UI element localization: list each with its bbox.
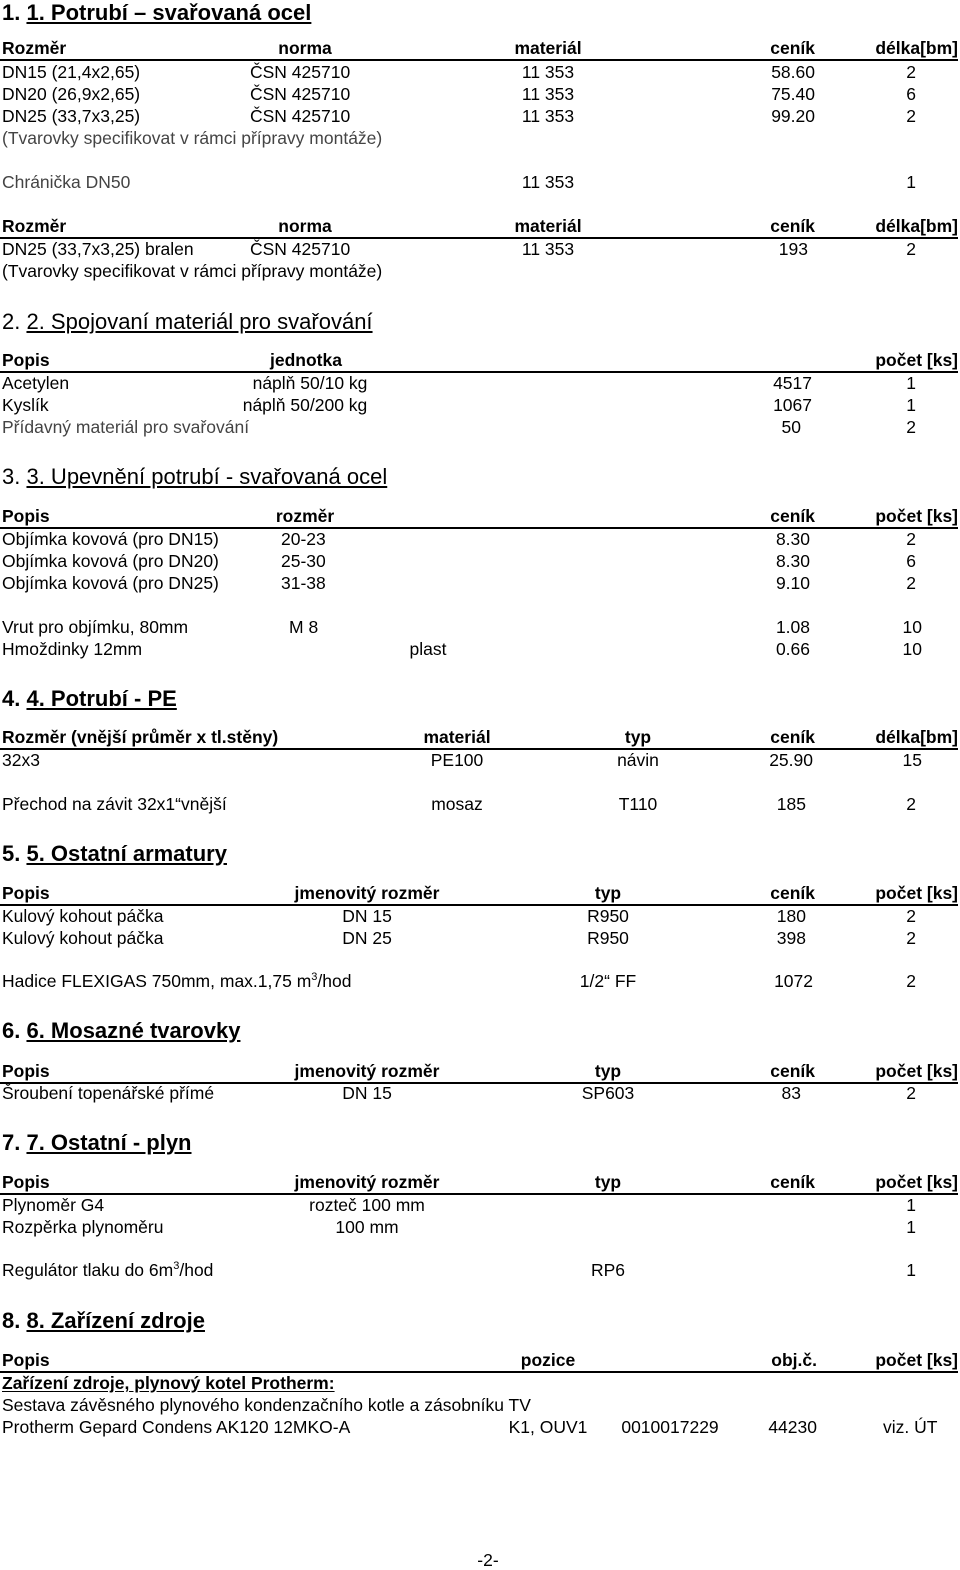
table-row-cell: 15 xyxy=(902,750,922,770)
section-4-title: 4. 4. Potrubí - PE xyxy=(2,686,177,711)
col-header-rozmer: Rozměr (vnější průměr x tl.stěny) xyxy=(2,727,279,747)
col-header-jednotka: jednotka xyxy=(270,350,342,370)
table-row-cell: 2 xyxy=(906,906,916,926)
table-row-cell: R950 xyxy=(587,928,629,948)
col-header-jmenovity-rozmer: jmenovitý rozměr xyxy=(294,1172,440,1192)
col-header-material: materiál xyxy=(514,38,582,58)
table-row-cell: DN 25 xyxy=(342,928,392,948)
table-row-cell: 2 xyxy=(906,928,916,948)
table-row-cell: mosaz xyxy=(431,794,483,814)
table-row-cell: viz. ÚT xyxy=(883,1417,938,1437)
col-header-typ: typ xyxy=(594,883,622,903)
table-row-cell: 0010017229 xyxy=(621,1417,719,1437)
table-row-cell: 11 353 xyxy=(521,106,575,126)
table-row-cell: 4517 xyxy=(773,373,812,393)
table-row-cell: Regulátor tlaku do $6m^3$/hod xyxy=(2,1260,214,1280)
col-header-cenik: ceník xyxy=(770,883,815,903)
table-row-cell: 99.20 xyxy=(771,106,815,126)
col-header-norma: norma xyxy=(278,38,332,58)
section-6-title: 6. 6. Mosazné tvarovky xyxy=(2,1018,241,1043)
table-row-cell: Šroubení topenářské přímé xyxy=(2,1083,215,1103)
table-row-cell: Objímka kovová (pro DN20) xyxy=(2,551,219,571)
table-row-cell: 83 xyxy=(781,1083,801,1103)
table-row-cell: 2 xyxy=(906,62,916,82)
table-row-cell: 100 mm xyxy=(335,1217,399,1237)
fittings-note: (Tvarovky specifikovat v rámci přípravy montáže) xyxy=(2,128,383,148)
col-header-pocet: počet [ks] xyxy=(875,506,958,526)
col-header-delka: délka[bm] xyxy=(875,727,958,747)
table-row-cell: ČSN 425710 xyxy=(250,106,351,126)
table-row-cell: Kyslík xyxy=(2,395,49,415)
col-header-popis: Popis xyxy=(2,506,50,526)
col-header-pozice: pozice xyxy=(520,1350,576,1370)
table-row-cell: 1 xyxy=(906,373,916,393)
table-row-cell: Rozpěrka plynoměru xyxy=(2,1217,164,1237)
table-row-cell: DN20 (26,9x2,65) xyxy=(2,84,141,104)
table-row-cell: RP6 xyxy=(590,1260,626,1280)
table-row-cell: 2 xyxy=(906,1083,916,1103)
table-row-cell: 11 353 xyxy=(521,62,575,82)
table-row-cell: 1/2“ FF xyxy=(579,971,637,991)
table-row-cell: DN25 (33,7x3,25) xyxy=(2,106,141,126)
table-row-cell: Kulový kohout páčka xyxy=(2,906,164,926)
col-header-jmenovity-rozmer: jmenovitý rozměr xyxy=(294,883,440,903)
col-header-popis: Popis xyxy=(2,1350,50,1370)
header-rule xyxy=(0,59,958,61)
table-row-cell: Hmoždinky 12mm xyxy=(2,639,143,659)
table-row-cell: 2 xyxy=(906,106,916,126)
col-header-rozmer: Rozměr xyxy=(2,216,67,236)
table-row-cell: R950 xyxy=(587,906,629,926)
table-row-cell: DN 15 xyxy=(342,906,392,926)
table-row-cell: 180 xyxy=(776,906,806,926)
col-header-cenik: ceník xyxy=(770,216,815,236)
table-row-cell: náplň 50/10 kg xyxy=(252,373,368,393)
table-row-cell: 31-38 xyxy=(281,573,326,593)
table-row-cell: 75.40 xyxy=(771,84,815,104)
col-header-rozmer: Rozměr xyxy=(2,38,67,58)
table-row-cell: 10 xyxy=(902,639,922,659)
col-header-pocet: počet [ks] xyxy=(875,1350,958,1370)
table-row-cell: 1 xyxy=(906,1217,916,1237)
table-row-cell: Acetylen xyxy=(2,373,70,393)
section-7-title: 7. 7. Ostatní - plyn xyxy=(2,1130,192,1155)
table-row-cell: 2 xyxy=(906,239,916,259)
table-row-cell: 193 xyxy=(778,239,808,259)
table-row-cell: 50 xyxy=(781,417,801,437)
table-row-cell: M 8 xyxy=(289,617,319,637)
table-row-cell: PE100 xyxy=(430,750,484,770)
table-row-cell: 1072 xyxy=(774,971,813,991)
col-header-cenik: ceník xyxy=(770,38,815,58)
table-row-cell: ČSN 425710 xyxy=(250,62,351,82)
table-row-cell: 2 xyxy=(906,529,916,549)
table-row-cell: Plynoměr G4 xyxy=(2,1195,105,1215)
section-2-title: 2. 2. Spojovaní materiál pro svařování xyxy=(2,309,373,334)
col-header-popis: Popis xyxy=(2,350,50,370)
table-row-cell: Přídavný materiál pro svařování xyxy=(2,417,250,437)
table-row-cell: 8.30 xyxy=(775,529,810,549)
col-header-cenik: ceník xyxy=(770,1172,815,1192)
col-header-typ: typ xyxy=(594,1061,622,1081)
table-row-cell: 58.60 xyxy=(771,62,815,82)
table-row-cell: 32x3 xyxy=(2,750,40,770)
col-header-popis: Popis xyxy=(2,1061,50,1081)
table-row-cell: 1.08 xyxy=(775,617,810,637)
section-5-title: 5. 5. Ostatní armatury xyxy=(2,841,227,866)
fittings-note: (Tvarovky specifikovat v rámci přípravy montáže) xyxy=(2,261,383,281)
col-header-typ: typ xyxy=(594,1172,622,1192)
table-row-cell: 2 xyxy=(906,971,916,991)
col-header-material: materiál xyxy=(514,216,582,236)
section-3-title: 3. 3. Upevnění potrubí - svařovaná ocel xyxy=(2,464,388,489)
table-row-cell: náplň 50/200 kg xyxy=(242,395,368,415)
table-row-cell: DN 15 xyxy=(342,1083,392,1103)
table-row-cell: 6 xyxy=(906,551,916,571)
table-row-cell: 11 353 xyxy=(521,239,575,259)
table-row-cell: 9.10 xyxy=(775,573,810,593)
col-header-delka: délka[bm] xyxy=(875,216,958,236)
table-row-cell: DN25 (33,7x3,25) bralen xyxy=(2,239,194,259)
col-header-pocet: počet [ks] xyxy=(875,1172,958,1192)
header-rule xyxy=(0,1193,958,1195)
table-row-cell: 398 xyxy=(776,928,806,948)
table-row-cell: 1 xyxy=(906,172,916,192)
col-header-popis: Popis xyxy=(2,883,50,903)
col-header-pocet: počet [ks] xyxy=(875,883,958,903)
table-row-cell: Protherm Gepard Condens AK120 12MKO-A xyxy=(2,1417,351,1437)
table-row-cell: 185 xyxy=(776,794,806,814)
table-row-cell: 44230 xyxy=(768,1417,817,1437)
table-row-cell: 6 xyxy=(906,84,916,104)
header-rule xyxy=(0,371,958,373)
table-row-cell: K1, OUV1 xyxy=(508,1417,588,1437)
table-row-cell: 1067 xyxy=(773,395,812,415)
table-row-cell: 0.66 xyxy=(775,639,810,659)
table-row-cell: ČSN 425710 xyxy=(250,84,351,104)
col-header-popis: Popis xyxy=(2,1172,50,1192)
table-row-cell: 11 353 xyxy=(521,84,575,104)
col-header-pocet: počet [ks] xyxy=(875,1061,958,1081)
table-row-cell: DN15 (21,4x2,65) xyxy=(2,62,141,82)
table-row-cell: 2 xyxy=(906,417,916,437)
table-row-cell: plast xyxy=(409,639,447,659)
table-row-cell: Přechod na závit 32x1“vnější xyxy=(2,794,227,814)
section-1-title: 1. 1. Potrubí – svařovaná ocel xyxy=(2,0,312,25)
col-header-cenik: ceník xyxy=(770,727,815,747)
table-row-cell: 10 xyxy=(902,617,922,637)
page-number: -2- xyxy=(477,1550,499,1570)
col-header-cenik: ceník xyxy=(770,1061,815,1081)
table-row-cell: 11 353 xyxy=(521,172,575,192)
table-row-cell: Chránička DN50 xyxy=(2,172,131,192)
table-row-cell: 25-30 xyxy=(281,551,326,571)
col-header-objc: obj.č. xyxy=(771,1350,817,1370)
col-header-material: materiál xyxy=(423,727,491,747)
col-header-typ: typ xyxy=(624,727,652,747)
table-row-cell: 25.90 xyxy=(769,750,813,770)
table-row-cell: Objímka kovová (pro DN15) xyxy=(2,529,219,549)
table-row-cell: 1 xyxy=(906,1195,916,1215)
table-row-cell: 2 xyxy=(906,573,916,593)
col-header-cenik: ceník xyxy=(770,506,815,526)
table-row-cell: 2 xyxy=(906,794,916,814)
section-8-title: 8. 8. Zařízení zdroje xyxy=(2,1308,205,1333)
table-row-cell: 20-23 xyxy=(281,529,326,549)
col-header-rozmer: rozměr xyxy=(275,506,335,526)
table-row-cell: SP603 xyxy=(581,1083,635,1103)
col-header-jmenovity-rozmer: jmenovitý rozměr xyxy=(294,1061,440,1081)
table-row-cell: návin xyxy=(617,750,659,770)
col-header-delka: délka[bm] xyxy=(875,38,958,58)
col-header-norma: norma xyxy=(278,216,332,236)
equipment-subtitle: Zařízení zdroje, plynový kotel Protherm: xyxy=(2,1373,335,1393)
table-row-cell: 1 xyxy=(906,395,916,415)
table-row-cell: Hadice FLEXIGAS 750mm, max.1,75 $m^3$/hod xyxy=(2,971,352,991)
table-row-cell: Vrut pro objímku, 80mm xyxy=(2,617,189,637)
table-row-cell: Kulový kohout páčka xyxy=(2,928,164,948)
table-row-cell: 8.30 xyxy=(775,551,810,571)
table-row-cell: 1 xyxy=(906,1260,916,1280)
table-row-cell: ČSN 425710 xyxy=(250,239,351,259)
table-row-cell: rozteč 100 mm xyxy=(309,1195,425,1215)
table-row-cell: Objímka kovová (pro DN25) xyxy=(2,573,219,593)
col-header-pocet: počet [ks] xyxy=(875,350,958,370)
equipment-description: Sestava závěsného plynového kondenzačního kotle a zásobníku TV xyxy=(2,1395,531,1415)
table-row-cell: T110 xyxy=(618,794,658,814)
